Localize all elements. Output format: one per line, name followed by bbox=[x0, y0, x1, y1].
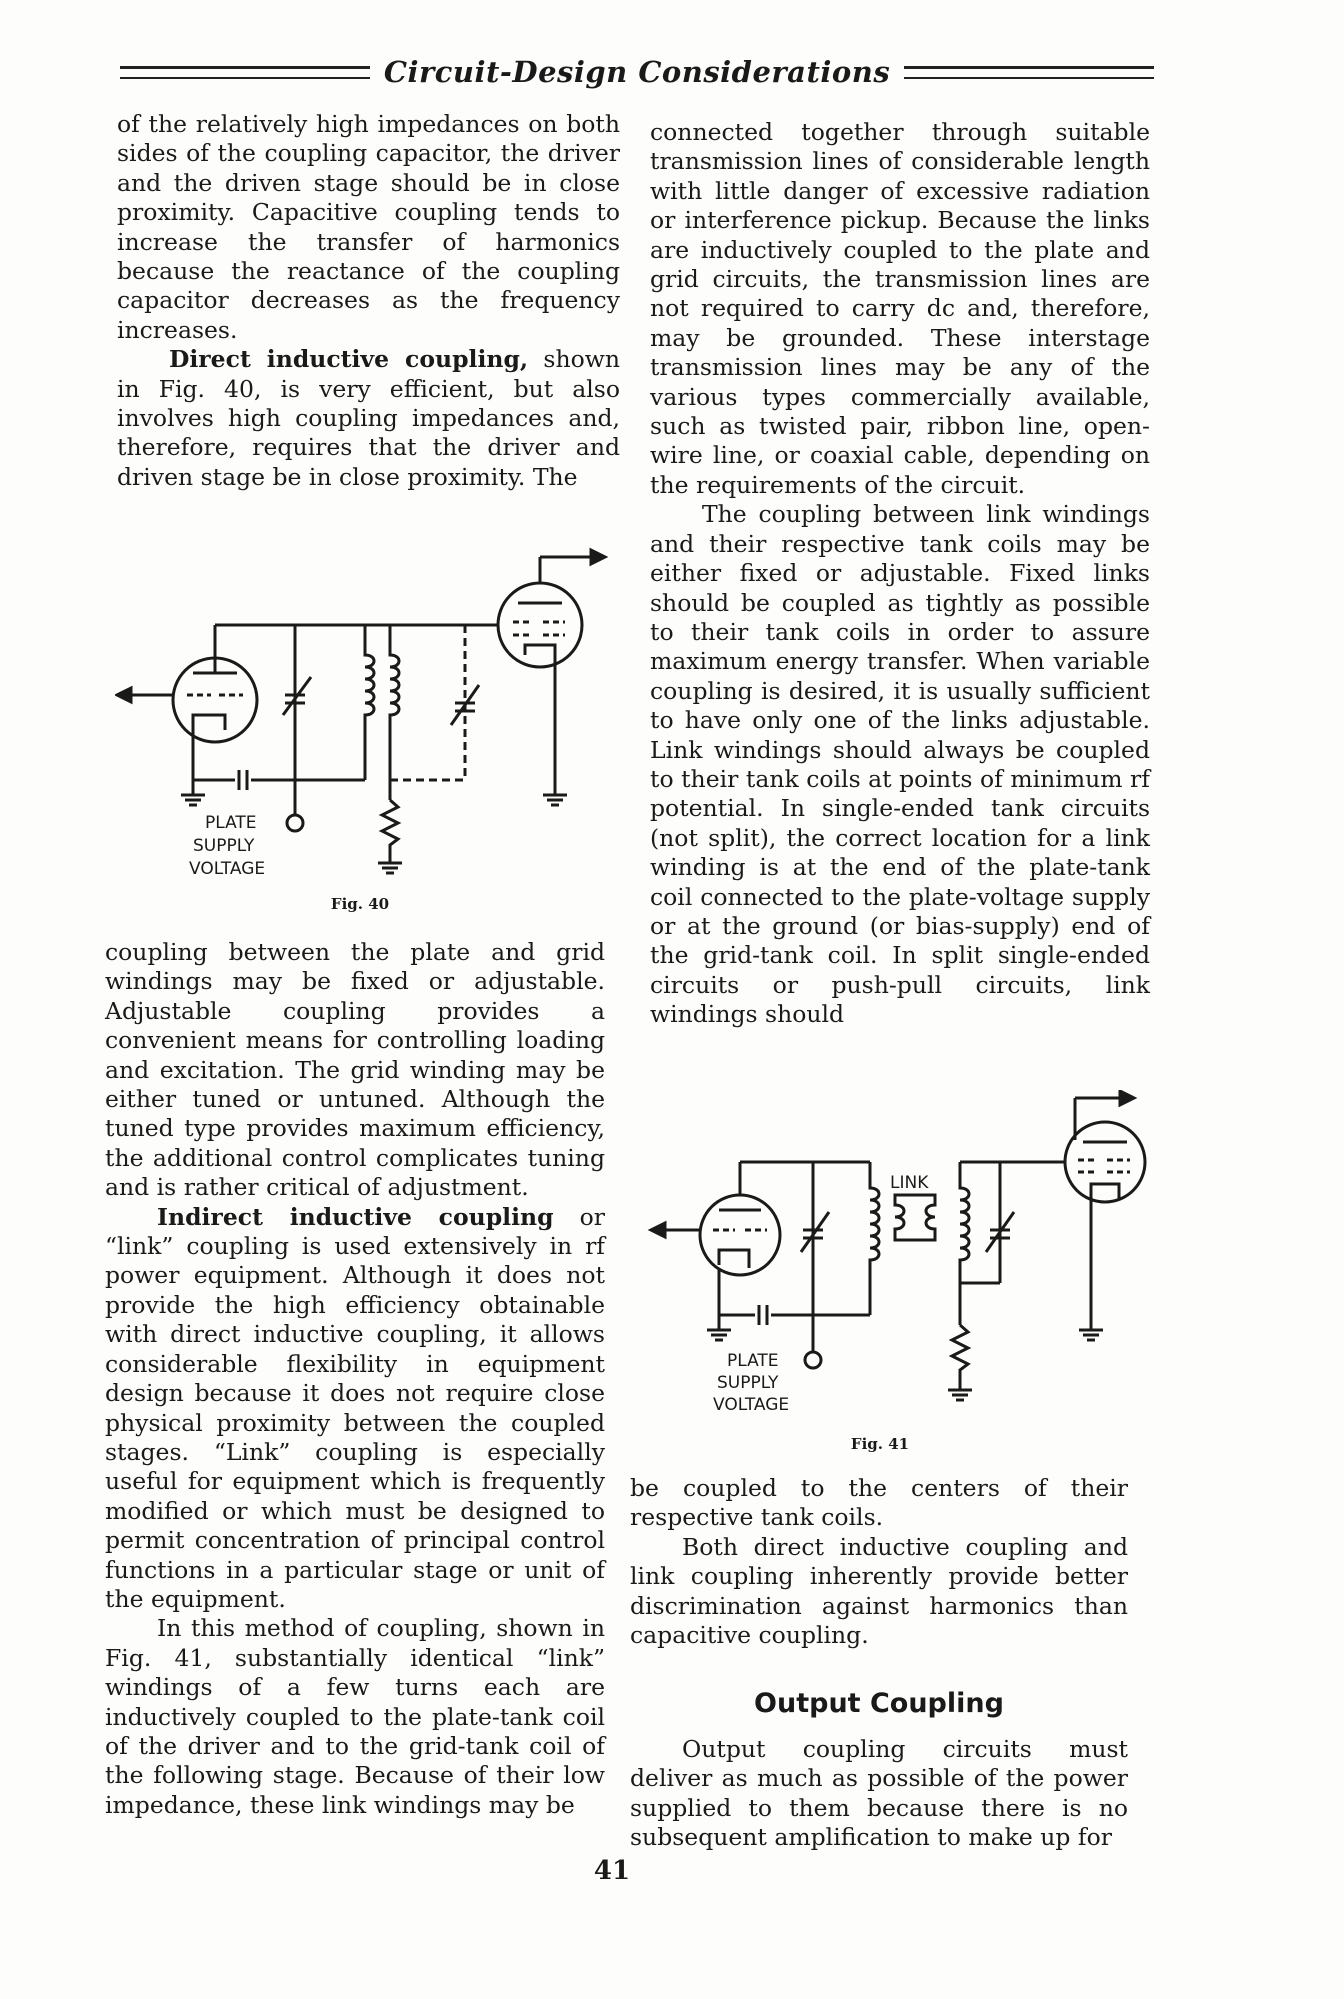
runin-indirect-inductive: Indirect inductive coupling bbox=[157, 1202, 554, 1231]
left-paragraph-3: coupling between the plate and grid windings may be fixed or adjustable. Adjustable coupling provides a convenient means for controlling loading and excitation. The grid winding may be either tuned or untuned. Although the tuned type provides maximum efficiency, the additional control complicates tuning and is rather critical of adjustment. bbox=[105, 938, 605, 1202]
fig41-driven-tube bbox=[1065, 1122, 1145, 1202]
fig40-supply-label-2: SUPPLY bbox=[193, 836, 255, 856]
fig41-caption: Fig. 41 bbox=[850, 1435, 910, 1453]
fig41-supply-label-3: VOLTAGE bbox=[713, 1395, 790, 1415]
fig41-schematic bbox=[645, 1090, 1155, 1425]
right-column-top bbox=[650, 118, 1150, 1030]
fig41-driver-tube bbox=[700, 1195, 780, 1275]
fig40-caption: Fig. 40 bbox=[330, 895, 390, 913]
right-paragraph-4: Both direct inductive coupling and link coupling inherently provide better discrimination against harmonics than capacitive coupling. bbox=[630, 1532, 1128, 1650]
left-column-bottom bbox=[105, 938, 605, 1820]
left-paragraph-1: of the relatively high impedances on both sides of the coupling capacitor, the driver and the driven stage should be in close proximity. Capacitive coupling tends to increase the transfer of harmonics because the reactance of the coupling capacitor decreases as the frequency increases. bbox=[117, 110, 620, 344]
runin-direct-inductive: Direct inductive coupling, bbox=[169, 345, 529, 374]
fig41-supply-label-1: PLATE bbox=[727, 1351, 779, 1371]
page-number: 41 bbox=[593, 1856, 631, 1886]
right-paragraph-2: The coupling between link windings and their respective tank coils may be either fixed or adjustable. Fixed links should be coupled as tightly as possible to their tank coils in order to assure maximum energy transfer. When variable coupling is desired, it is usually sufficient to have only one of the links adjustable. Link windings should always be coupled to their tank coils at points of minimum rf potential. In single-ended tank circuits (not split), the correct location for a link winding is at the end of the plate-tank coil connected to the plate-voltage supply or at the ground (or bias-supply) end of the grid-tank coil. In split single-ended circuits or push-pull circuits, link windings should bbox=[650, 500, 1150, 1029]
fig40-driven-tube bbox=[498, 583, 582, 667]
running-header bbox=[120, 52, 1154, 92]
right-paragraph-1: connected together through suitable transmission lines of considerable length with little danger of excessive radiation or interference pickup. Because the links are inductively coupled to the plate and grid circuits, the transmission lines are not required to carry dc and, therefore, may be grounded. These interstage transmission lines may be any of the various types commercially available, such as twisted pair, ribbon line, open-wire line, or coaxial cable, depending on the requirements of the circuit. bbox=[650, 118, 1150, 499]
header-rule-right bbox=[904, 66, 1154, 79]
right-paragraph-5: Output coupling circuits must deliver as much as possible of the power supplied to them because there is no subsequent amplification to make up for bbox=[630, 1735, 1128, 1852]
section-heading-output-coupling: Output Coupling bbox=[754, 1688, 1004, 1719]
header-title: Circuit-Design Considerations bbox=[383, 55, 891, 89]
fig41-link-winding bbox=[895, 1195, 935, 1240]
left-paragraph-4-text: or “link” coupling is used extensively in rf power equipment. Although it does not provide the high efficiency obtainable with direct inductive coupling, it allows considerable flexibility in equipment design because it does not require close physical proximity between the coupled stages. “Link” coupling is especially useful for equipment which is frequently modified or which must be designed to permit concentration of principal control functions in a particular stage or unit of the equipment. bbox=[105, 1202, 605, 1613]
right-column-bottom bbox=[630, 1474, 1128, 1650]
header-rule-left bbox=[120, 66, 370, 79]
fig41-link-label: LINK bbox=[890, 1173, 929, 1193]
fig40-supply-label-1: PLATE bbox=[205, 813, 257, 833]
left-paragraph-4 bbox=[105, 1203, 605, 1615]
left-column-top bbox=[117, 110, 620, 492]
fig40-supply-label-3: VOLTAGE bbox=[189, 859, 266, 879]
right-paragraph-3: be coupled to the centers of their respective tank coils. bbox=[630, 1474, 1128, 1532]
left-paragraph-2 bbox=[117, 345, 620, 492]
right-column-final bbox=[630, 1735, 1128, 1853]
fig40-schematic bbox=[115, 545, 625, 890]
left-paragraph-2-text: shown in Fig. 40, is very efficient, but also involves high coupling impedances and, therefore, requires that the driver and driven stage be in close proximity. The bbox=[117, 345, 620, 491]
fig41-supply-label-2: SUPPLY bbox=[717, 1373, 779, 1393]
left-paragraph-5: In this method of coupling, shown in Fig. 41, substantially identical “link” windings of a few turns each are inductively coupled to the plate-tank coil of the driver and to the grid-tank coil of the following stage. Because of their low impedance, these link windings may be bbox=[105, 1614, 605, 1819]
